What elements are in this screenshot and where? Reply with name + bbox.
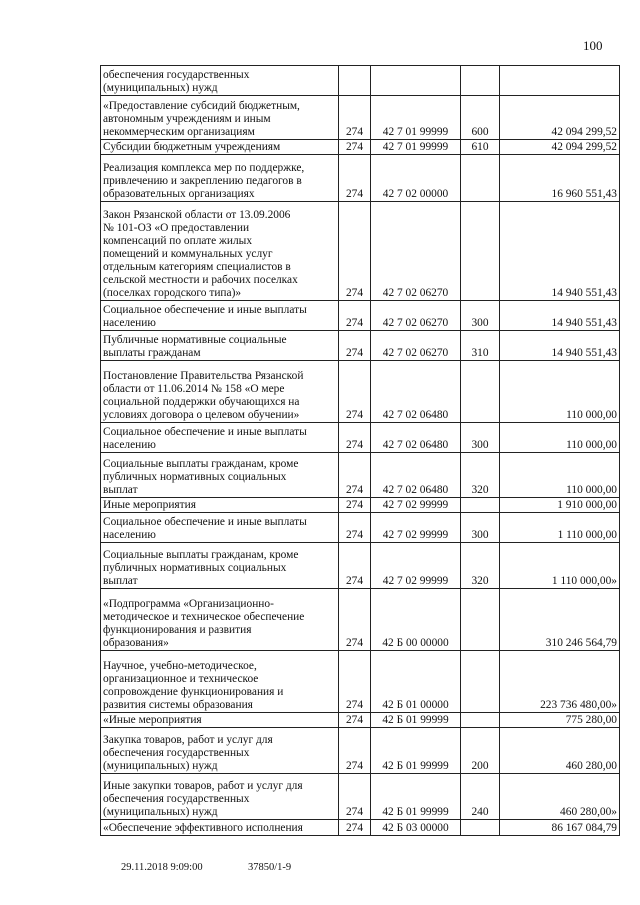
cell-amount: 110 000,00 [500,361,620,423]
cell-expense-type: 600 [461,96,500,140]
cell-department-code: 274 [339,453,371,498]
cell-name: Социальное обеспечение и иные выплаты населению [101,423,339,453]
cell-department-code: 274 [339,423,371,453]
table-row [101,543,620,589]
cell-expense-type: 300 [461,301,500,331]
cell-target-article: 42 7 02 99999 [371,498,461,513]
table-row [101,140,620,155]
cell-amount: 42 094 299,52 [500,140,620,155]
cell-department-code: 274 [339,543,371,589]
table-row [101,66,620,96]
cell-name: «Обеспечение эффективного исполнения [101,820,339,836]
cell-target-article: 42 7 02 00000 [371,155,461,202]
cell-name: «Иные мероприятия [101,713,339,728]
cell-name: Публичные нормативные социальные выплаты гражданам [101,331,339,361]
table-row [101,820,620,836]
cell-amount: 14 940 551,43 [500,301,620,331]
cell-amount: 310 246 564,79 [500,589,620,651]
cell-department-code: 274 [339,713,371,728]
cell-department-code: 274 [339,498,371,513]
cell-expense-type [461,651,500,713]
cell-name: «Предоставление субсидий бюджетным, автономным учреждениям и иным некоммерческим организациям [101,96,339,140]
table-row [101,589,620,651]
cell-expense-type: 300 [461,513,500,543]
table-row [101,713,620,728]
cell-department-code: 274 [339,140,371,155]
cell-amount: 1 110 000,00 [500,513,620,543]
cell-expense-type [461,202,500,301]
cell-target-article: 42 Б 01 99999 [371,713,461,728]
cell-department-code: 274 [339,301,371,331]
cell-target-article: 42 7 02 06480 [371,423,461,453]
budget-table-body [101,66,620,836]
cell-target-article: 42 7 02 06270 [371,331,461,361]
table-row [101,155,620,202]
cell-target-article: 42 7 02 06270 [371,202,461,301]
cell-name: Закон Рязанской области от 13.09.2006 № 101-ОЗ «О предоставлении компенсаций по оплате жилых помещений и коммунальных услуг отдельным категориям специалистов в сельской местности и рабочих поселках (поселках городского типа)» [101,202,339,301]
cell-department-code: 274 [339,361,371,423]
table-row [101,423,620,453]
cell-department-code: 274 [339,155,371,202]
cell-target-article: 42 Б 03 00000 [371,820,461,836]
cell-target-article: 42 7 02 06480 [371,453,461,498]
cell-target-article: 42 Б 01 99999 [371,728,461,774]
cell-amount: 460 280,00» [500,774,620,820]
cell-department-code: 274 [339,651,371,713]
cell-target-article: 42 7 02 99999 [371,543,461,589]
cell-expense-type: 320 [461,543,500,589]
cell-department-code: 274 [339,774,371,820]
cell-name: Иные мероприятия [101,498,339,513]
cell-amount: 110 000,00 [500,453,620,498]
cell-target-article [371,66,461,96]
cell-expense-type: 240 [461,774,500,820]
cell-expense-type: 200 [461,728,500,774]
cell-target-article: 42 7 02 06480 [371,361,461,423]
cell-amount: 14 940 551,43 [500,202,620,301]
cell-target-article: 42 7 01 99999 [371,96,461,140]
cell-target-article: 42 7 01 99999 [371,140,461,155]
cell-name: Иные закупки товаров, работ и услуг для обеспечения государственных (муниципальных) нужд [101,774,339,820]
cell-name: обеспечения государственных (муниципальных) нужд [101,66,339,96]
cell-department-code: 274 [339,96,371,140]
cell-name: Социальные выплаты гражданам, кроме публичных нормативных социальных выплат [101,453,339,498]
cell-target-article: 42 Б 01 00000 [371,651,461,713]
cell-department-code: 274 [339,513,371,543]
cell-target-article: 42 7 02 99999 [371,513,461,543]
page-number: 100 [583,38,603,53]
table-row [101,651,620,713]
cell-amount: 460 280,00 [500,728,620,774]
cell-name: «Подпрограмма «Организационно- методическое и техническое обеспечение функционирования и развития образования» [101,589,339,651]
cell-target-article: 42 Б 01 99999 [371,774,461,820]
table-row [101,301,620,331]
cell-amount: 775 280,00 [500,713,620,728]
cell-expense-type: 610 [461,140,500,155]
cell-target-article: 42 7 02 06270 [371,301,461,331]
cell-name: Социальные выплаты гражданам, кроме публичных нормативных социальных выплат [101,543,339,589]
table-row [101,774,620,820]
table-row [101,202,620,301]
table-row [101,361,620,423]
cell-name: Закупка товаров, работ и услуг для обеспечения государственных (муниципальных) нужд [101,728,339,774]
cell-amount: 1 910 000,00 [500,498,620,513]
cell-name: Постановление Правительства Рязанской области от 11.06.2014 № 158 «О мере социальной поддержки обучающихся на условиях договора о целевом обучении» [101,361,339,423]
cell-department-code: 274 [339,820,371,836]
cell-amount: 86 167 084,79 [500,820,620,836]
cell-amount [500,66,620,96]
cell-expense-type [461,66,500,96]
cell-expense-type [461,713,500,728]
cell-name: Реализация комплекса мер по поддержке, привлечению и закреплению педагогов в образовательных организациях [101,155,339,202]
table-row [101,453,620,498]
cell-expense-type: 320 [461,453,500,498]
cell-amount: 223 736 480,00» [500,651,620,713]
cell-amount: 42 094 299,52 [500,96,620,140]
cell-department-code: 274 [339,589,371,651]
cell-department-code [339,66,371,96]
cell-department-code: 274 [339,728,371,774]
cell-department-code: 274 [339,331,371,361]
cell-name: Научное, учебно-методическое, организационное и техническое сопровождение функционирования и развития системы образования [101,651,339,713]
footer-doc-code: 37850/1-9 [248,862,292,873]
table-row [101,498,620,513]
cell-expense-type: 310 [461,331,500,361]
footer-date: 29.11.2018 9:09:00 [121,862,203,873]
cell-expense-type [461,820,500,836]
cell-expense-type [461,589,500,651]
cell-amount: 1 110 000,00» [500,543,620,589]
cell-expense-type [461,361,500,423]
cell-expense-type: 300 [461,423,500,453]
cell-expense-type [461,498,500,513]
table-row [101,96,620,140]
cell-name: Социальное обеспечение и иные выплаты населению [101,513,339,543]
budget-table [100,65,620,836]
cell-amount: 110 000,00 [500,423,620,453]
cell-amount: 14 940 551,43 [500,331,620,361]
cell-department-code: 274 [339,202,371,301]
cell-target-article: 42 Б 00 00000 [371,589,461,651]
cell-name: Социальное обеспечение и иные выплаты населению [101,301,339,331]
table-row [101,513,620,543]
cell-name: Субсидии бюджетным учреждениям [101,140,339,155]
cell-amount: 16 960 551,43 [500,155,620,202]
table-row [101,728,620,774]
cell-expense-type [461,155,500,202]
table-row [101,331,620,361]
